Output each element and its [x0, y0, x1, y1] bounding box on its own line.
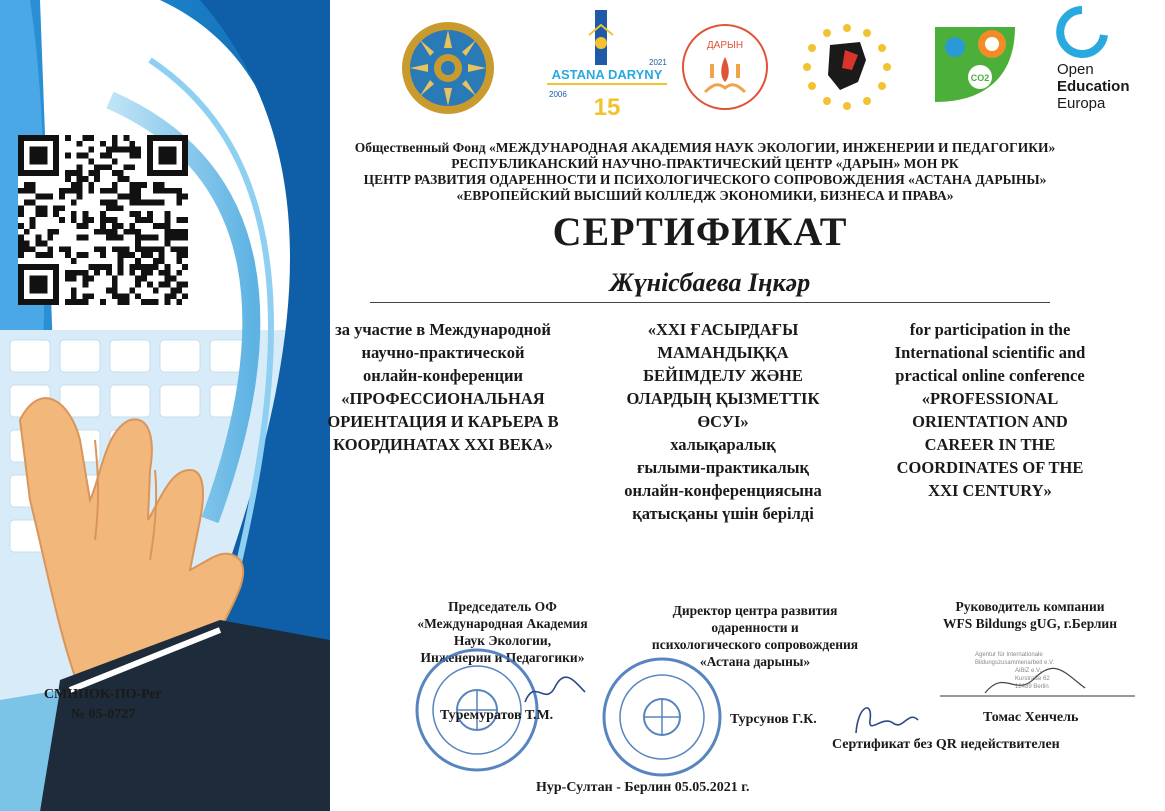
ru-line: ОРИЕНТАЦИЯ И КАРЬЕРА В [327, 412, 559, 431]
ru-line: за участие в Международной [335, 320, 551, 339]
signer-name-director: Турсунов Г.К. [730, 712, 817, 727]
kz-line: ғылыми-практикалық [636, 458, 810, 477]
certificate-title: СЕРТИФИКАТ [552, 209, 848, 254]
en-line: XXI CENTURY» [928, 481, 1052, 500]
sig2-line: Директор центра развития [672, 603, 838, 618]
round-stamp-astana-daryny [600, 655, 725, 780]
en-line: COORDINATES OF THE [896, 458, 1084, 477]
astana-year-top: 2021 [649, 58, 667, 67]
registration-number [28, 685, 178, 725]
text-column-russian [298, 318, 588, 456]
en-line: «PROFESSIONAL [921, 389, 1059, 408]
kz-line: онлайн-конференциясына [624, 481, 822, 500]
kz-line: ӨСУІ» [697, 412, 749, 431]
svg-text:Kurstraße 62: Kurstraße 62 [1015, 676, 1050, 682]
svg-text:AiBiZ e.V.: AiBiZ e.V. [1015, 668, 1042, 674]
daryn-text: ДАРЫН [706, 40, 744, 51]
kz-line: МАМАНДЫҚҚА [657, 343, 789, 362]
sig2-line: психологического сопровождения [651, 637, 859, 652]
eco-leaf-logo [930, 22, 1025, 107]
signature-director [848, 695, 923, 740]
european-college-logo [800, 20, 895, 115]
org-line-4: «ЕВРОПЕЙСКИЙ ВЫСШИЙ КОЛЛЕДЖ ЭКОНОМИКИ, БИЗНЕСА И ПРАВА» [456, 188, 954, 203]
svg-text:Bildungszusammenarbeit e.V.: Bildungszusammenarbeit e.V. [975, 660, 1055, 666]
svg-text:12489 Berlin: 12489 Berlin [1015, 684, 1049, 690]
recipient-name: Жүнісбаева Іңкәр [370, 268, 1050, 303]
oee-line3: Europa [1057, 95, 1106, 112]
signer-name-company-head: Томас Хенчель [983, 710, 1079, 725]
signer-name-chairman: Туремуратов Т.М. [440, 708, 554, 723]
sig1-line: Наук Экологии, [453, 633, 552, 648]
astana-year-left: 2006 [549, 90, 567, 99]
org-line-1: Общественный Фонд «МЕЖДУНАРОДНАЯ АКАДЕМИЯ НАУК ЭКОЛОГИИ, ИНЖЕНЕРИИ И ПЕДАГОГИКИ» [354, 140, 1056, 155]
oee-line1: Open [1057, 61, 1094, 78]
kz-line: халықаралық [670, 435, 776, 454]
ru-line: научно-практической [361, 343, 525, 362]
en-line: for participation in the [909, 320, 1071, 339]
kz-line: «XXI ҒАСЫРДАҒЫ [647, 320, 799, 339]
kz-line: қатысқаны үшін берілді [632, 504, 814, 523]
signature-block-company-head [920, 598, 1140, 632]
open-education-europa-logo [1052, 5, 1162, 115]
ru-line: «ПРОФЕССИОНАЛЬНАЯ [341, 389, 545, 408]
oee-circle-icon [1052, 5, 1112, 60]
registration-line2: № 05-0727 [70, 707, 136, 722]
qr-validity-note: Сертификат без QR недействителен [832, 737, 1060, 752]
en-line: practical online conference [895, 366, 1085, 385]
oee-line2: Education [1057, 78, 1130, 95]
sig1-line: Инженерии и Педагогики» [420, 650, 585, 665]
kazakhstan-emblem-logo [398, 18, 498, 118]
qr-code[interactable] [18, 135, 188, 305]
sig1-line: Председатель ОФ [448, 599, 557, 614]
en-line: International scientific and [894, 343, 1086, 362]
daryn-logo [680, 22, 770, 112]
svg-text:Agentur für Internationale: Agentur für Internationale [975, 652, 1043, 658]
org-line-3: ЦЕНТР РАЗВИТИЯ ОДАРЕННОСТИ И ПСИХОЛОГИЧЕСКОГО СОПРОВОЖДЕНИЯ «АСТАНА ДАРЫНЫ» [363, 172, 1047, 187]
organizers-header [300, 140, 1110, 204]
en-line: CAREER IN THE [924, 435, 1056, 454]
sig1-line: «Международная Академия [417, 616, 588, 631]
kz-line: БЕЙІМДЕЛУ ЖӘНЕ [643, 366, 803, 385]
sig3-line: WFS Bildungs gUG, г.Берлин [943, 616, 1117, 631]
kz-line: ОЛАРДЫҢ ҚЫЗМЕТТІК [626, 389, 820, 408]
astana-15: 15 [593, 94, 621, 121]
signature-chairman [520, 672, 590, 712]
signature-company-head-with-stamp [935, 648, 1135, 708]
text-column-english [855, 318, 1125, 502]
org-line-2: РЕСПУБЛИКАНСКИЙ НАУЧНО-ПРАКТИЧЕСКИЙ ЦЕНТР «ДАРЫН» МОН РК [451, 156, 959, 171]
svg-text:CO2: CO2 [970, 73, 990, 83]
sig2-line: «Астана дарыны» [699, 654, 811, 669]
en-line: ORIENTATION AND [912, 412, 1068, 431]
ru-line: онлайн-конференции [362, 366, 524, 385]
registration-line1: СМНПОК-ПО-Рег [43, 687, 163, 702]
astana-daryny-logo [545, 5, 670, 125]
ru-line: КООРДИНАТАХ XXI ВЕКА» [333, 435, 553, 454]
astana-daryny-text: ASTANA DARYNY [551, 67, 663, 82]
sig2-line: одаренности и [711, 620, 799, 635]
text-column-kazakh [598, 318, 848, 525]
place-date-footer: Нур-Султан - Берлин 05.05.2021 г. [536, 780, 750, 795]
sig3-line: Руководитель компании [955, 599, 1105, 614]
